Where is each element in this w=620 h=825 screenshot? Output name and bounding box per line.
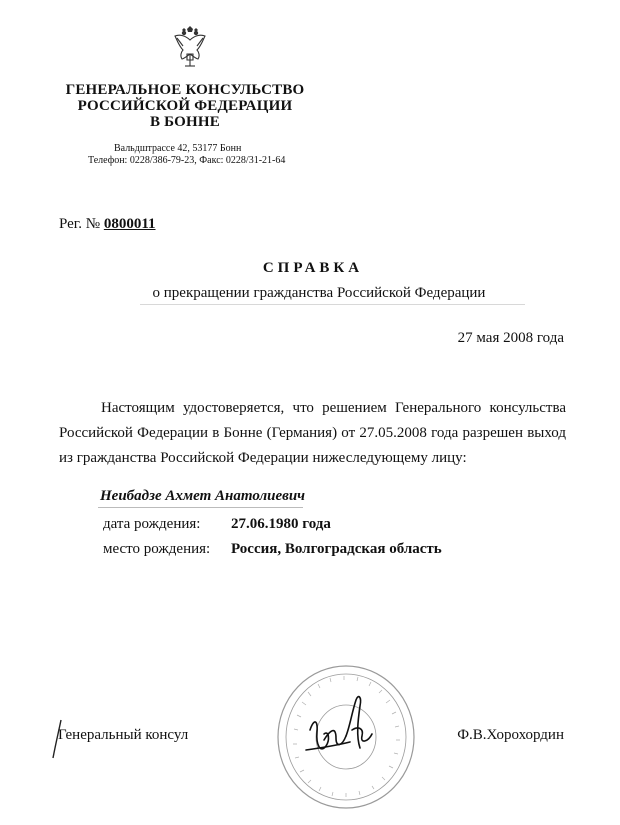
document-date: 27 мая 2008 года	[457, 330, 564, 346]
address-line: Вальдштрассе 42, 53177 Бонн	[114, 143, 242, 154]
document-body: Настоящим удостоверяется, что решением Генерального консульства Российской Федерации в Бонне (Германия) от 27.05.2008 года разрешен выход из гражданства Российской Федерации нижеследующему лицу:	[59, 400, 566, 466]
signatory-role: Генеральный консул	[58, 727, 189, 743]
birth-place-value: Россия, Волгоградская область	[231, 541, 442, 557]
document-subtitle: о прекращении гражданства Российской Федерации	[152, 285, 486, 301]
birth-date-label: дата рождения:	[103, 516, 201, 532]
person-name: Неибадзе Ахмет Анатолиевич	[100, 488, 306, 504]
emblem-icon	[171, 26, 209, 70]
contacts-line: Телефон: 0228/386-79-23, Факс: 0228/31-21-64	[88, 155, 286, 166]
registration-number: 0800011	[103, 216, 156, 232]
name-underline	[98, 507, 303, 508]
birth-date-value: 27.06.1980 года	[231, 516, 331, 532]
signatory-name: Ф.В.Хорохордин	[457, 727, 564, 743]
registration	[59, 216, 156, 233]
document-title: СПРАВКА	[262, 260, 364, 276]
org-address	[88, 143, 348, 167]
org-line-3: В БОННЕ	[150, 114, 220, 130]
registration-label: Рег. №	[59, 216, 101, 232]
org-line-1: ГЕНЕРАЛЬНОЕ КОНСУЛЬСТВО	[65, 82, 305, 98]
subtitle-rule	[140, 304, 525, 305]
signature-icon	[300, 690, 390, 770]
org-header	[60, 82, 310, 130]
birth-place-label: место рождения:	[103, 541, 211, 557]
org-line-2: РОССИЙСКОЙ ФЕДЕРАЦИИ	[77, 98, 293, 114]
